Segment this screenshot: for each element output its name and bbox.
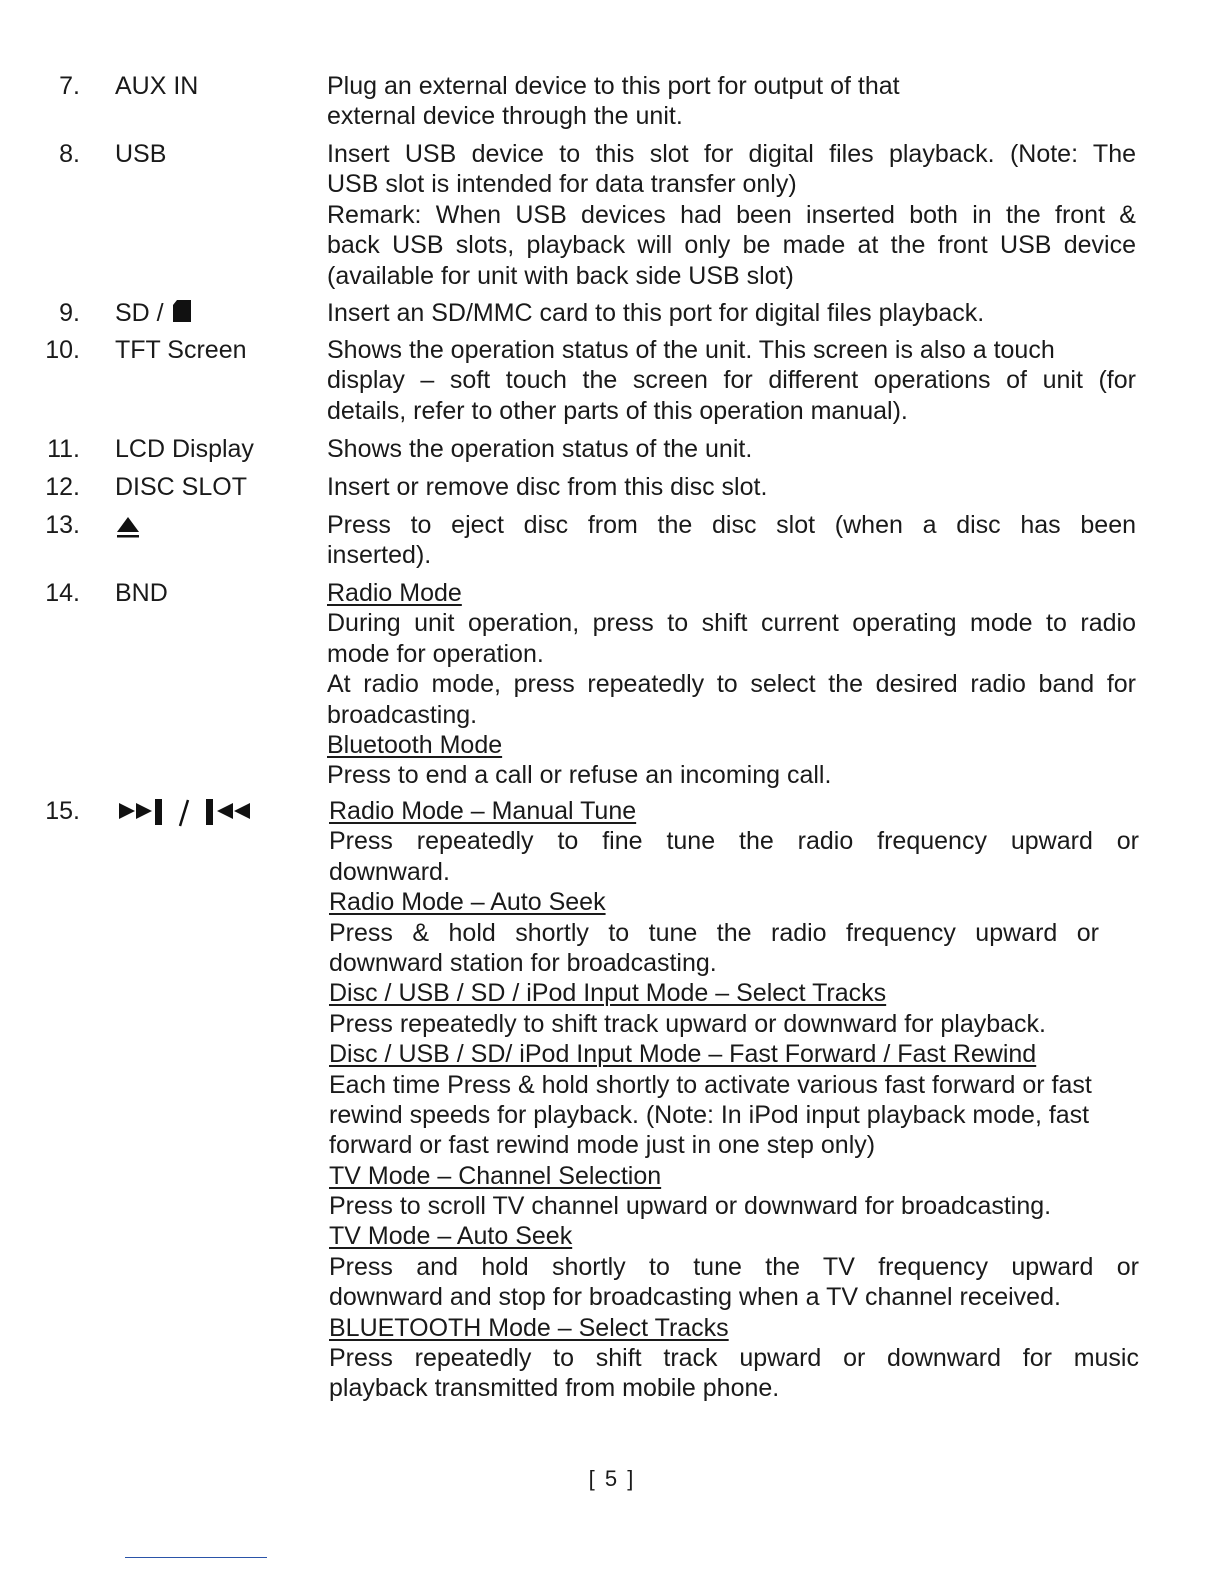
item-number: 7.: [59, 72, 80, 100]
section-heading: Bluetooth Mode: [327, 730, 503, 759]
sd-card-icon: [171, 299, 193, 323]
item-name: LCD Display: [115, 435, 254, 463]
item-description: Insert or remove disc from this disc slot.: [327, 473, 768, 501]
item-name: TFT Screen: [115, 336, 247, 364]
item-description: Insert USB device to this slot for digital files playback. (Note: The USB slot is intended for data transfer only) Remark: When USB devices had been inserted both in the front & back USB slots, playback will only be made at the front USB device (available for unit with back side USB slot): [327, 140, 1136, 290]
item-name: BND: [115, 579, 168, 607]
item-name: DISC SLOT: [115, 473, 247, 501]
page-number: [ 5 ]: [588, 1466, 636, 1491]
section-heading: Radio Mode – Auto Seek: [329, 888, 606, 917]
next-previous-track-icon: [119, 795, 269, 827]
item-number: 14.: [45, 579, 80, 607]
item-description: Insert an SD/MMC card to this port for digital files playback.: [327, 299, 985, 327]
item-name: [115, 796, 269, 827]
item-number: 15.: [45, 797, 80, 825]
item-name: [115, 510, 141, 540]
item-description: Press to eject disc from the disc slot (when a disc has been inserted).: [327, 511, 1136, 570]
item-description: Radio Mode – Manual Tune Press repeatedly to fine tune the radio frequency upward or downward. Radio Mode – Auto Seek Press & hold shortly to tune the radio frequency upward or downward station for broadcasting. Disc / USB / SD / iPod Input Mode – Select Tracks Press repeatedly to shift track upward or downward for playback. Disc / USB / SD/ iPod Input Mode – Fast Forward / Fast Rewind Each time Press & hold shortly to activate various fast forward or fast rewind speeds for playback. (Note: In iPod input playback mode, fast forward or fast rewind mode just in one step only) TV Mode – Channel Selection Press to scroll TV channel upward or downward for broadcasting. TV Mode – Auto Seek Press and hold shortly to tune the TV frequency upward or downward and stop for broadcasting when a TV channel received. BLUETOOTH Mode – Select Tracks Press repeatedly to shift track upward or downward for music playback transmitted from mobile phone.: [329, 797, 1139, 1403]
item-description: Radio Mode During unit operation, press to shift current operating mode to radio mode for operation. At radio mode, press repeatedly to select the desired radio band for broadcasting. Bluetooth Mode Press to end a call or refuse an incoming call.: [327, 579, 1136, 790]
item-name: SD /: [115, 298, 193, 328]
footer-divider: [125, 1557, 267, 1558]
item-number: 10.: [45, 336, 80, 364]
section-heading: Radio Mode – Manual Tune: [329, 797, 637, 825]
section-heading: TV Mode – Channel Selection: [329, 1161, 662, 1190]
item-number: 8.: [59, 140, 80, 168]
item-number: 9.: [59, 299, 80, 327]
section-heading: Disc / USB / SD / iPod Input Mode – Select Tracks: [329, 979, 887, 1008]
item-number: 11.: [47, 435, 80, 463]
item-name: AUX IN: [115, 72, 199, 100]
item-description: Plug an external device to this port for output of that external device through the unit.: [327, 72, 900, 131]
section-heading: TV Mode – Auto Seek: [329, 1222, 573, 1251]
item-name: USB: [115, 140, 167, 168]
item-description: Shows the operation status of the unit.: [327, 435, 753, 463]
section-heading: Disc / USB / SD/ iPod Input Mode – Fast Forward / Fast Rewind: [329, 1040, 1037, 1069]
section-heading: Radio Mode: [327, 579, 462, 607]
section-heading: BLUETOOTH Mode – Select Tracks: [329, 1313, 729, 1342]
item-description: Shows the operation status of the unit. This screen is also a touch display – soft touch the screen for different operations of unit (for details, refer to other parts of this operation manual).: [327, 336, 1136, 425]
eject-icon: [115, 511, 141, 539]
item-number: 12.: [45, 473, 80, 501]
item-number: 13.: [45, 511, 80, 539]
